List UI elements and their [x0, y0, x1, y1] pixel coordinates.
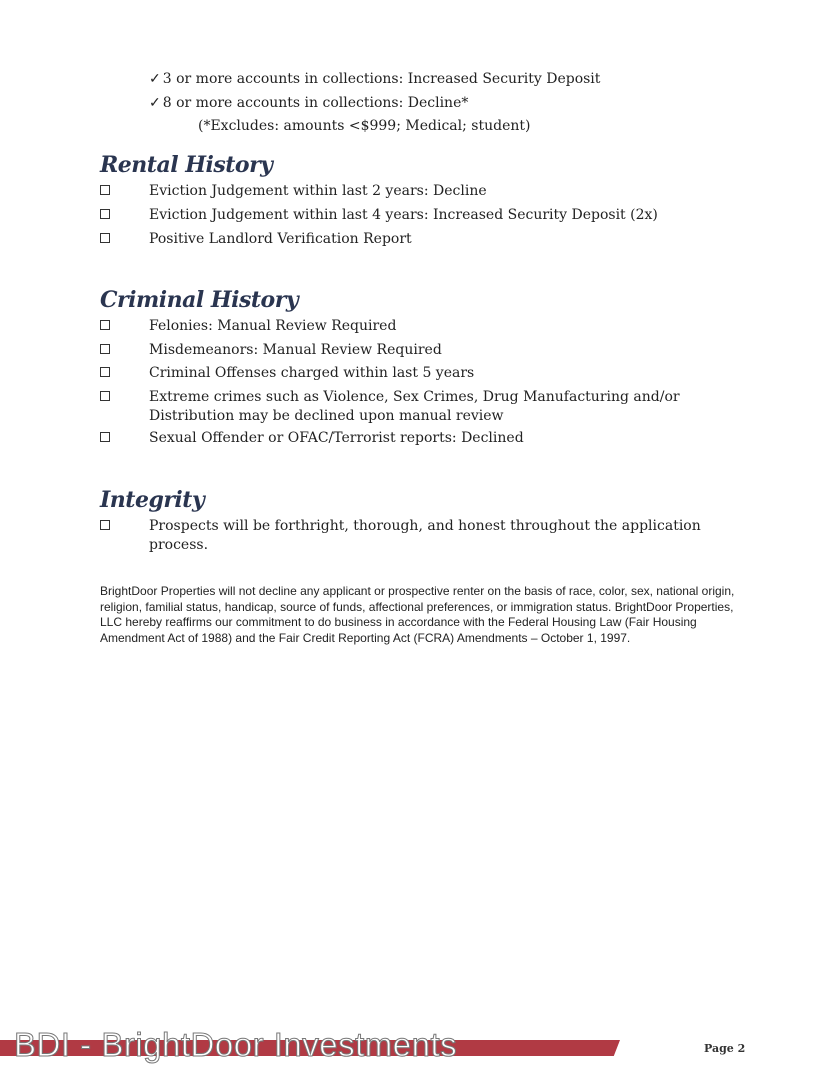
checkmark-icon: ✓	[149, 71, 161, 87]
credit-note: (*Excludes: amounts <$999; Medical; student)	[198, 118, 531, 134]
page-number: Page 2	[704, 1042, 746, 1055]
checkbox-icon	[100, 344, 110, 354]
checkbox-icon	[100, 209, 110, 219]
footer-brand: BDI - BrightDoor Investments	[14, 1026, 458, 1063]
fair-housing-disclaimer: BrightDoor Properties will not decline any applicant or prospective renter on the basis of race, color, sex, national origin, religion, familial status, handicap, source of funds, affectional preferences, or immigration status. BrightDoor Properties, LLC hereby reaffirms our commitment to do business in accordance with the Federal Housing Law (Fair Housing Amendment Act of 1988) and the Fair Credit Reporting Act (FCRA) Amendments – October 1, 1997.	[100, 584, 735, 645]
checkbox-icon	[100, 432, 110, 442]
checkmark-icon: ✓	[149, 95, 161, 111]
checkbox-icon	[100, 320, 110, 330]
checkbox-icon	[100, 391, 110, 401]
section-title-criminal-history: Criminal History	[100, 287, 299, 313]
credit-line-1: ✓ 3 or more accounts in collections: Increased Security Deposit	[149, 71, 601, 87]
checkbox-icon	[100, 520, 110, 530]
section-title-integrity: Integrity	[100, 487, 205, 513]
checkbox-icon	[100, 185, 110, 195]
checkbox-icon	[100, 367, 110, 377]
section-title-rental-history: Rental History	[100, 152, 273, 178]
credit-line-2: ✓ 8 or more accounts in collections: Decline*	[149, 95, 469, 111]
checkbox-icon	[100, 233, 110, 243]
document-page: ✓ 3 or more accounts in collections: Increased Security Deposit ✓ 8 or more accounts in collections: Decline* (*Excludes: amounts <$999; Medical; student) Rental History Eviction Judgement within last 2 years: Decline Eviction Judgement within last 4 years: Increased Security Deposit (2x) Positive Landlord Verification Report Criminal History Felonies: Manual Review Required Misdemeanors: Manual Review Required Criminal Offenses charged within last 5 years Extreme crimes such as Violence, Sex Crimes, Drug Manufacturing and/or Distribution may be declined upon manual review Sexual Offender or OFAC/Terrorist reports: Declined Integrity Prospects will be forthright, thorough, and honest throughout the application process. BrightDoor Properties will not decline any applicant or prospective renter on the basis of race, color, sex, national origin, religion, familial status, handicap, source of funds, affectional preferences, or immigration status. BrightDoor Properties, LLC hereby reaffirms our commitment to do business in accordance with the Federal Housing Law (Fair Housing Amendment Act of 1988) and the Fair Credit Reporting Act (FCRA) Amendments – October 1, 1997. BDI - BrightDoor Investments Page 2	[0, 0, 835, 1080]
